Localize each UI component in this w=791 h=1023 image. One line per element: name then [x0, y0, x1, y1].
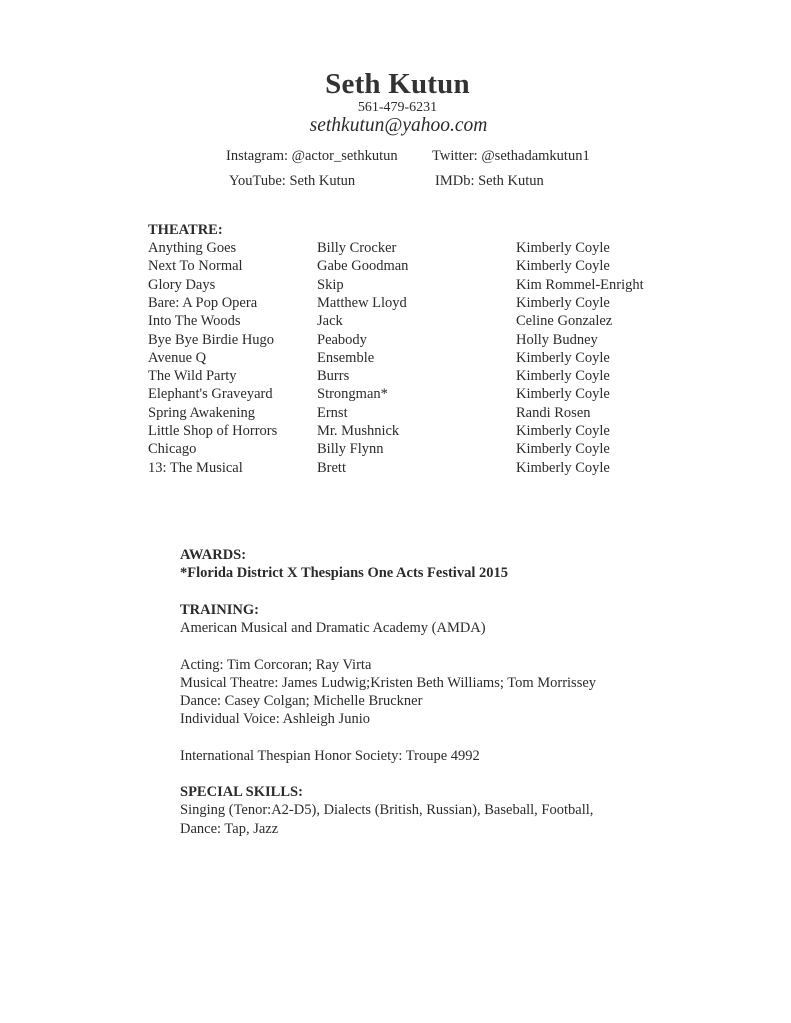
show-title: Anything Goes: [148, 240, 237, 256]
special-skills-line-2: Dance: Tap, Jazz: [180, 821, 279, 837]
theatre-credit-row: [148, 460, 668, 478]
theatre-credit-row: [148, 240, 668, 258]
theatre-credit-row: [148, 441, 668, 459]
show-title: Chicago: [148, 441, 197, 458]
training-voice: Individual Voice: Ashleigh Junio: [180, 711, 370, 727]
director-name: Kimberly Coyle: [516, 240, 610, 256]
training-school: American Musical and Dramatic Academy (AMDA): [180, 620, 486, 636]
director-name: Holly Budney: [516, 331, 598, 348]
theatre-credit-row: [148, 332, 668, 350]
role-name: Matthew Lloyd: [317, 294, 407, 311]
director-name: Kimberly Coyle: [516, 349, 610, 366]
show-title: The Wild Party: [148, 368, 237, 385]
show-title: Next To Normal: [148, 258, 243, 275]
theatre-credit-row: [148, 295, 668, 313]
actor-name: Seth Kutun: [325, 68, 470, 100]
director-name: Celine Gonzalez: [516, 313, 613, 330]
theatre-credit-row: [148, 258, 668, 276]
role-name: Ensemble: [317, 349, 375, 366]
show-title: Into The Woods: [148, 313, 241, 330]
director-name: Kimberly Coyle: [516, 459, 610, 476]
director-name: Kim Rommel-Enright: [516, 276, 644, 293]
theatre-credit-row: [148, 368, 668, 386]
director-name: Kimberly Coyle: [516, 423, 610, 439]
role-name: Strongman*: [317, 386, 388, 403]
director-name: Kimberly Coyle: [516, 368, 610, 385]
show-title: Little Shop of Horrors: [148, 423, 278, 439]
role-name: Gabe Goodman: [317, 258, 409, 275]
role-name: Jack: [317, 313, 343, 330]
role-name: Ernst: [317, 404, 348, 421]
role-name: Brett: [317, 459, 346, 476]
theatre-credit-row: [148, 313, 668, 331]
director-name: Kimberly Coyle: [516, 258, 610, 275]
awards-heading: AWARDS:: [180, 547, 247, 563]
phone-number: 561-479-6231: [357, 100, 438, 115]
theatre-credit-row: [148, 423, 668, 441]
director-name: Kimberly Coyle: [516, 386, 610, 403]
role-name: Mr. Mushnick: [317, 423, 400, 439]
theatre-credit-row: [148, 405, 668, 423]
training-acting: Acting: Tim Corcoran; Ray Virta: [180, 657, 372, 673]
training-dance: Dance: Casey Colgan; Michelle Bruckner: [180, 693, 423, 709]
show-title: Glory Days: [148, 276, 216, 293]
special-skills-heading: SPECIAL SKILLS:: [180, 784, 303, 800]
training-musical-theatre: Musical Theatre: James Ludwig;Kristen Beth Williams; Tom Morrissey: [180, 675, 597, 691]
director-name: Randi Rosen: [516, 404, 591, 421]
show-title: 13: The Musical: [148, 459, 243, 476]
role-name: Burrs: [317, 368, 350, 385]
theatre-heading: THEATRE:: [148, 222, 223, 238]
honor-society: International Thespian Honor Society: Troupe 4992: [180, 748, 480, 764]
training-heading: TRAINING:: [180, 602, 259, 618]
show-title: Spring Awakening: [148, 404, 256, 421]
role-name: Peabody: [317, 331, 367, 348]
director-name: Kimberly Coyle: [516, 294, 610, 311]
show-title: Avenue Q: [148, 349, 207, 366]
twitter-handle: Twitter: @sethadamkutun1: [432, 148, 590, 164]
special-skills-line-1: Singing (Tenor:A2-D5), Dialects (British, Russian), Baseball, Football,: [180, 802, 594, 818]
theatre-credit-row: [148, 350, 668, 368]
email-address: sethkutun@yahoo.com: [309, 115, 488, 136]
show-title: Bare: A Pop Opera: [148, 294, 258, 311]
director-name: Kimberly Coyle: [516, 441, 610, 458]
theatre-credit-row: [148, 277, 668, 295]
role-name: Skip: [317, 276, 344, 293]
show-title: Elephant's Graveyard: [148, 386, 273, 403]
role-name: Billy Crocker: [317, 240, 397, 256]
show-title: Bye Bye Birdie Hugo: [148, 331, 275, 348]
role-name: Billy Flynn: [317, 441, 384, 458]
youtube-channel: YouTube: Seth Kutun: [229, 173, 356, 189]
instagram-handle: Instagram: @actor_sethkutun: [226, 148, 398, 164]
theatre-credit-row: [148, 386, 668, 404]
imdb-profile: IMDb: Seth Kutun: [435, 173, 544, 189]
award-item: *Florida District X Thespians One Acts Festival 2015: [180, 565, 508, 581]
